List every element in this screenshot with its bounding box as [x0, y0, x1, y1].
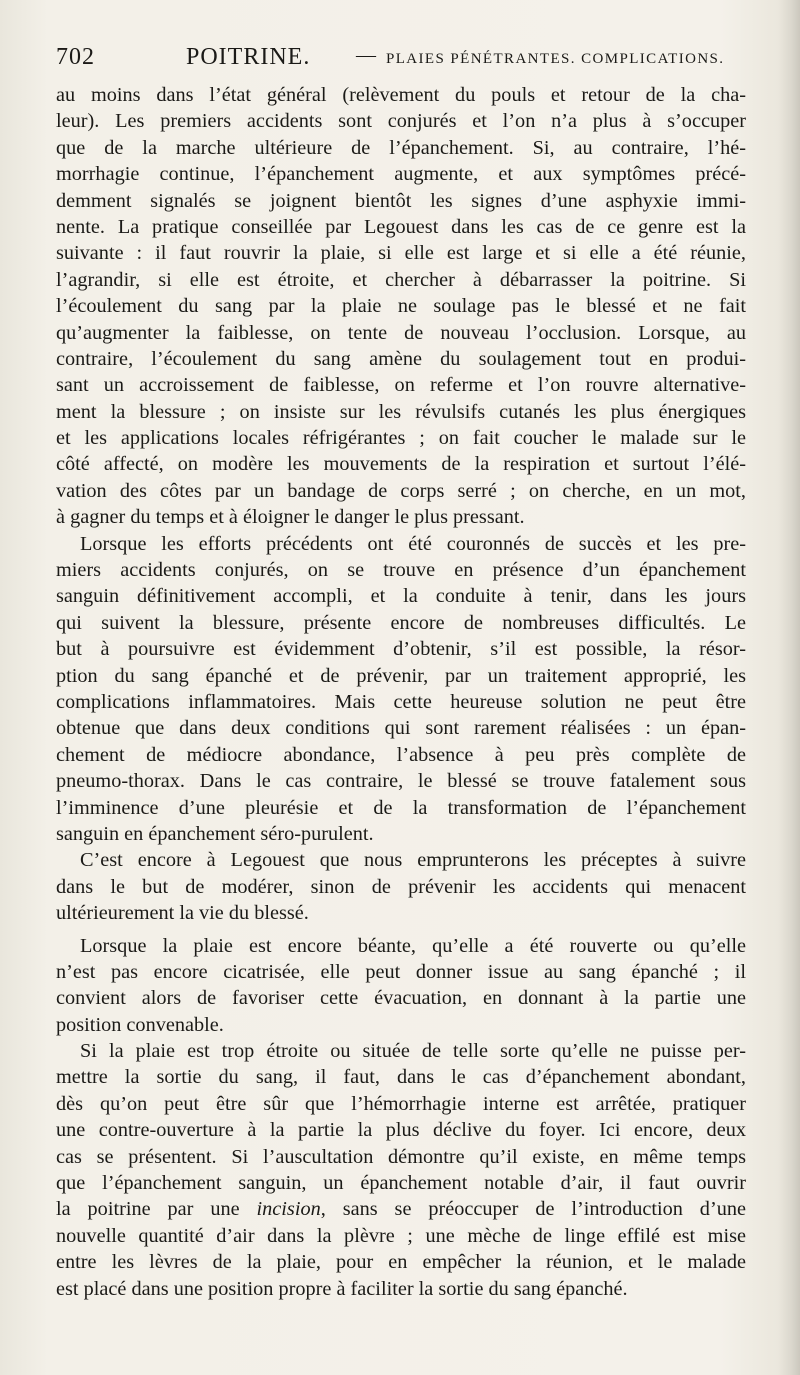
text-line: pneumo-thorax. Dans le cas contraire, le blessé se trouve fatalement sous — [56, 770, 746, 793]
text-line: sanguin en épanchement séro-purulent. — [56, 822, 374, 845]
text-line: Lorsque les efforts précédents ont été couronnés de succès et les pre- — [80, 532, 746, 555]
text-line: que l’épanchement sanguin, un épanchement notable d’air, il faut ouvrir — [56, 1172, 746, 1195]
text-line: l’écoulement du sang par la plaie ne soulage pas le blessé et ne fait — [56, 295, 746, 318]
text-line: sanguin définitivement accompli, et la conduite à tenir, dans les jours — [56, 585, 746, 608]
text-line: ment la blessure ; on insiste sur les révulsifs cutanés les plus énergiques — [56, 400, 746, 423]
page-number: 702 — [56, 44, 95, 70]
text-line: et les applications locales réfrigérantes ; on fait coucher le malade sur le — [56, 427, 746, 450]
page-gutter-shadow — [778, 0, 800, 1375]
running-dash: — — [356, 44, 376, 66]
paragraph-5 — [56, 1038, 746, 1302]
text-line: qui suivent la blessure, présente encore de nombreuses difficultés. Le — [56, 611, 746, 634]
text-line: une contre-ouverture à la partie la plus déclive du foyer. Ici encore, deux — [56, 1119, 746, 1142]
paragraph-3 — [56, 847, 746, 926]
body-text — [56, 82, 746, 1302]
italic-term: incision — [256, 1198, 321, 1221]
text-line: vation des côtes par un bandage de corps serré ; on cherche, en un mot, — [56, 479, 746, 502]
text-line: miers accidents conjurés, on se trouve en présence d’un épanchement — [56, 559, 746, 582]
text-line — [56, 1196, 746, 1222]
running-header — [56, 44, 746, 78]
text-line: demment signalés se joignent bientôt les signes d’une asphyxie immi- — [56, 189, 746, 212]
text-line: position convenable. — [56, 1013, 224, 1036]
text-line: l’imminence d’une pleurésie et de la transformation de l’épanchement — [56, 796, 746, 819]
text-line: entre les lèvres de la plaie, pour en empêcher la réunion, et le malade — [56, 1251, 746, 1274]
text-fragment: la poitrine par une — [56, 1198, 240, 1221]
text-line: contraire, l’écoulement du sang amène du soulagement tout en produi- — [56, 347, 746, 370]
paragraph-2 — [56, 531, 746, 848]
running-subtitle: PLAIES PÉNÉTRANTES. COMPLICATIONS. — [386, 51, 725, 67]
text-line: est placé dans une position propre à faciliter la sortie du sang épanché. — [56, 1277, 628, 1300]
text-line: à gagner du temps et à éloigner le danger le plus pressant. — [56, 506, 525, 529]
text-line: ultérieurement la vie du blessé. — [56, 902, 309, 925]
text-line: dès qu’on peut être sûr que l’hémorrhagie interne est arrêtée, pratiquer — [56, 1092, 746, 1115]
text-line: nente. La pratique conseillée par Legouest dans les cas de ce genre est la — [56, 215, 746, 238]
text-line: mettre la sortie du sang, il faut, dans le cas d’épanchement abondant, — [56, 1066, 746, 1089]
text-line: l’agrandir, si elle est étroite, et chercher à débarrasser la poitrine. Si — [56, 268, 746, 291]
text-line: morrhagie continue, l’épanchement augmente, et aux symptômes précé- — [56, 163, 746, 186]
text-line: n’est pas encore cicatrisée, elle peut donner issue au sang épanché ; il — [56, 960, 746, 983]
text-line: cas se présentent. Si l’auscultation démontre qu’il existe, en même temps — [56, 1145, 746, 1168]
text-line: côté affecté, on modère les mouvements de la respiration et surtout l’élé- — [56, 453, 746, 476]
text-line: C’est encore à Legouest que nous emprunterons les préceptes à suivre — [80, 849, 746, 872]
running-title: POITRINE. — [186, 44, 311, 70]
text-line: Si la plaie est trop étroite ou située de telle sorte qu’elle ne puisse per- — [80, 1040, 746, 1063]
text-line: qu’augmenter la faiblesse, on tente de nouveau l’occlusion. Lorsque, au — [56, 321, 746, 344]
text-line: sant un accroissement de faiblesse, on referme et l’on rouvre alternative- — [56, 374, 746, 397]
text-line: que de la marche ultérieure de l’épanchement. Si, au contraire, l’hé- — [56, 136, 746, 159]
text-line: suivante : il faut rouvrir la plaie, si elle est large et si elle a été réunie, — [56, 242, 746, 265]
text-line: but à poursuivre est évidemment d’obtenir, s’il est possible, la résor- — [56, 638, 746, 661]
text-line: nouvelle quantité d’air dans la plèvre ; une mèche de linge effilé est mise — [56, 1224, 746, 1247]
text-line: complications inflammatoires. Mais cette heureuse solution ne peut être — [56, 690, 746, 713]
text-line: ption du sang épanché et de prévenir, par un traitement approprié, les — [56, 664, 746, 687]
text-line: obtenue que dans deux conditions qui sont rarement réalisées : un épan- — [56, 717, 746, 740]
text-line: au moins dans l’état général (relèvement du pouls et retour de la cha- — [56, 84, 746, 106]
text-line: chement de médiocre abondance, l’absence à peu près complète de — [56, 743, 746, 766]
text-line: dans le but de modérer, sinon de prévenir les accidents qui menacent — [56, 875, 746, 898]
text-line: convient alors de favoriser cette évacuation, en donnant à la partie une — [56, 987, 746, 1010]
text-fragment: , sans se préoccuper de l’introduction d’une — [320, 1198, 746, 1221]
text-line: leur). Les premiers accidents sont conjurés et l’on n’a plus à s’occuper — [56, 110, 746, 133]
paragraph-1 — [56, 82, 746, 531]
text-line: Lorsque la plaie est encore béante, qu’elle a été rouverte ou qu’elle — [80, 934, 746, 957]
paragraph-4 — [56, 933, 746, 1039]
